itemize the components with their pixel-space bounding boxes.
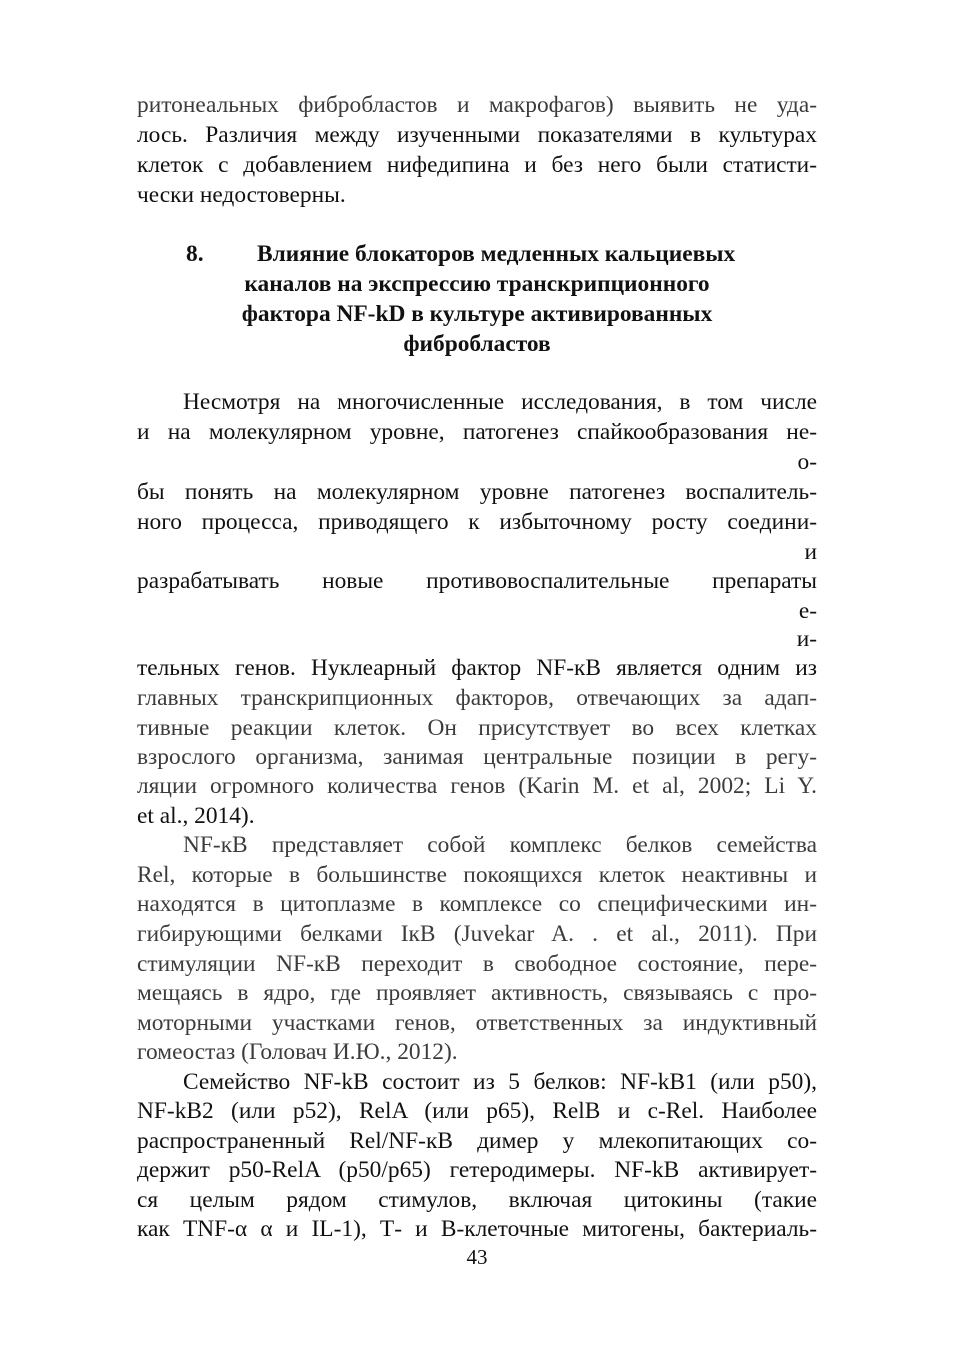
text-line: бы понять на молекулярном уровне патогенез воспалитель-: [137, 479, 817, 505]
text-line: чески недостоверны.: [137, 182, 346, 208]
text-line: взрослого организма, занимая центральные позиции в регу-: [137, 744, 817, 770]
section-heading-line: каналов на экспрессию транскрипционного: [244, 271, 710, 297]
text-line: ритонеальных фибробластов и макрофагов) выявить не уда-: [137, 92, 817, 118]
text-line: и на молекулярном уровне, патогенез спайкообразования не-: [137, 419, 817, 445]
text-line: ляции огромного количества генов (Karin M. et al, 2002; Li Y.: [137, 773, 817, 799]
text-line: ного процесса, приводящего к избыточному росту соедини-: [137, 509, 817, 535]
section-heading-line: фактора NF-kD в культуре активированных: [241, 301, 713, 327]
text-line: о-: [797, 449, 817, 475]
text-line: NF-кВ представляет собой комплекс белков семейства: [183, 832, 817, 858]
text-line: находятся в цитоплазме в комплексе со специфическими ин-: [137, 891, 817, 917]
text-line: тельных генов. Нуклеарный фактор NF-кВ является одним из: [137, 655, 817, 681]
text-line: е-: [798, 598, 817, 624]
text-line: и-: [796, 626, 817, 652]
text-line: и: [804, 539, 817, 565]
text-line: держит p50-RelA (p50/p65) гетеродимеры. NF-kB активирует-: [137, 1157, 817, 1183]
page-number: 43: [466, 1245, 488, 1269]
text-line: ся целым рядом стимулов, включая цитокины (такие: [137, 1187, 817, 1213]
text-line: моторными участками генов, ответственных за индуктивный: [137, 1010, 817, 1036]
text-line: NF-kB2 (или p52), RelA (или p65), RelB и c-Rel. Наиболее: [137, 1098, 817, 1124]
text-line: лось. Различия между изученными показателями в культурах: [137, 122, 817, 148]
section-heading-line: фибробластов: [403, 331, 551, 357]
text-line: гибирующими белками IкB (Juvekar A. . et al., 2011). При: [137, 921, 817, 947]
text-line: мещаясь в ядро, где проявляет активность, связываясь с про-: [137, 980, 817, 1006]
text-line: Несмотря на многочисленные исследования, в том числе: [183, 389, 817, 415]
text-line: клеток с добавлением нифедипина и без него были статисти-: [137, 152, 817, 178]
text-line: стимуляции NF-кВ переходит в свободное состояние, пере-: [137, 951, 817, 977]
text-line: разрабатывать новые противовоспалительные препараты: [137, 568, 817, 594]
text-line: et al., 2014).: [137, 803, 255, 829]
text-line: тивные реакции клеток. Он присутствует во всех клетках: [137, 715, 817, 741]
text-line: Семейство NF-kB состоит из 5 белков: NF-kB1 (или p50),: [183, 1069, 817, 1095]
text-line: распространенный Rel/NF-кВ димер у млекопитающих со-: [137, 1128, 817, 1154]
text-line: гомеостаз (Головач И.Ю., 2012).: [137, 1039, 458, 1065]
text-line: Rel, которые в большинстве покоящихся клеток неактивны и: [137, 862, 817, 888]
section-number: 8.: [186, 241, 204, 267]
text-line: как TNF-α α и IL-1), Т- и В-клеточные митогены, бактериаль-: [137, 1216, 817, 1242]
text-line: главных транскрипционных факторов, отвечающих за адап-: [137, 685, 817, 711]
section-heading-line: Влияние блокаторов медленных кальциевых: [257, 241, 736, 267]
